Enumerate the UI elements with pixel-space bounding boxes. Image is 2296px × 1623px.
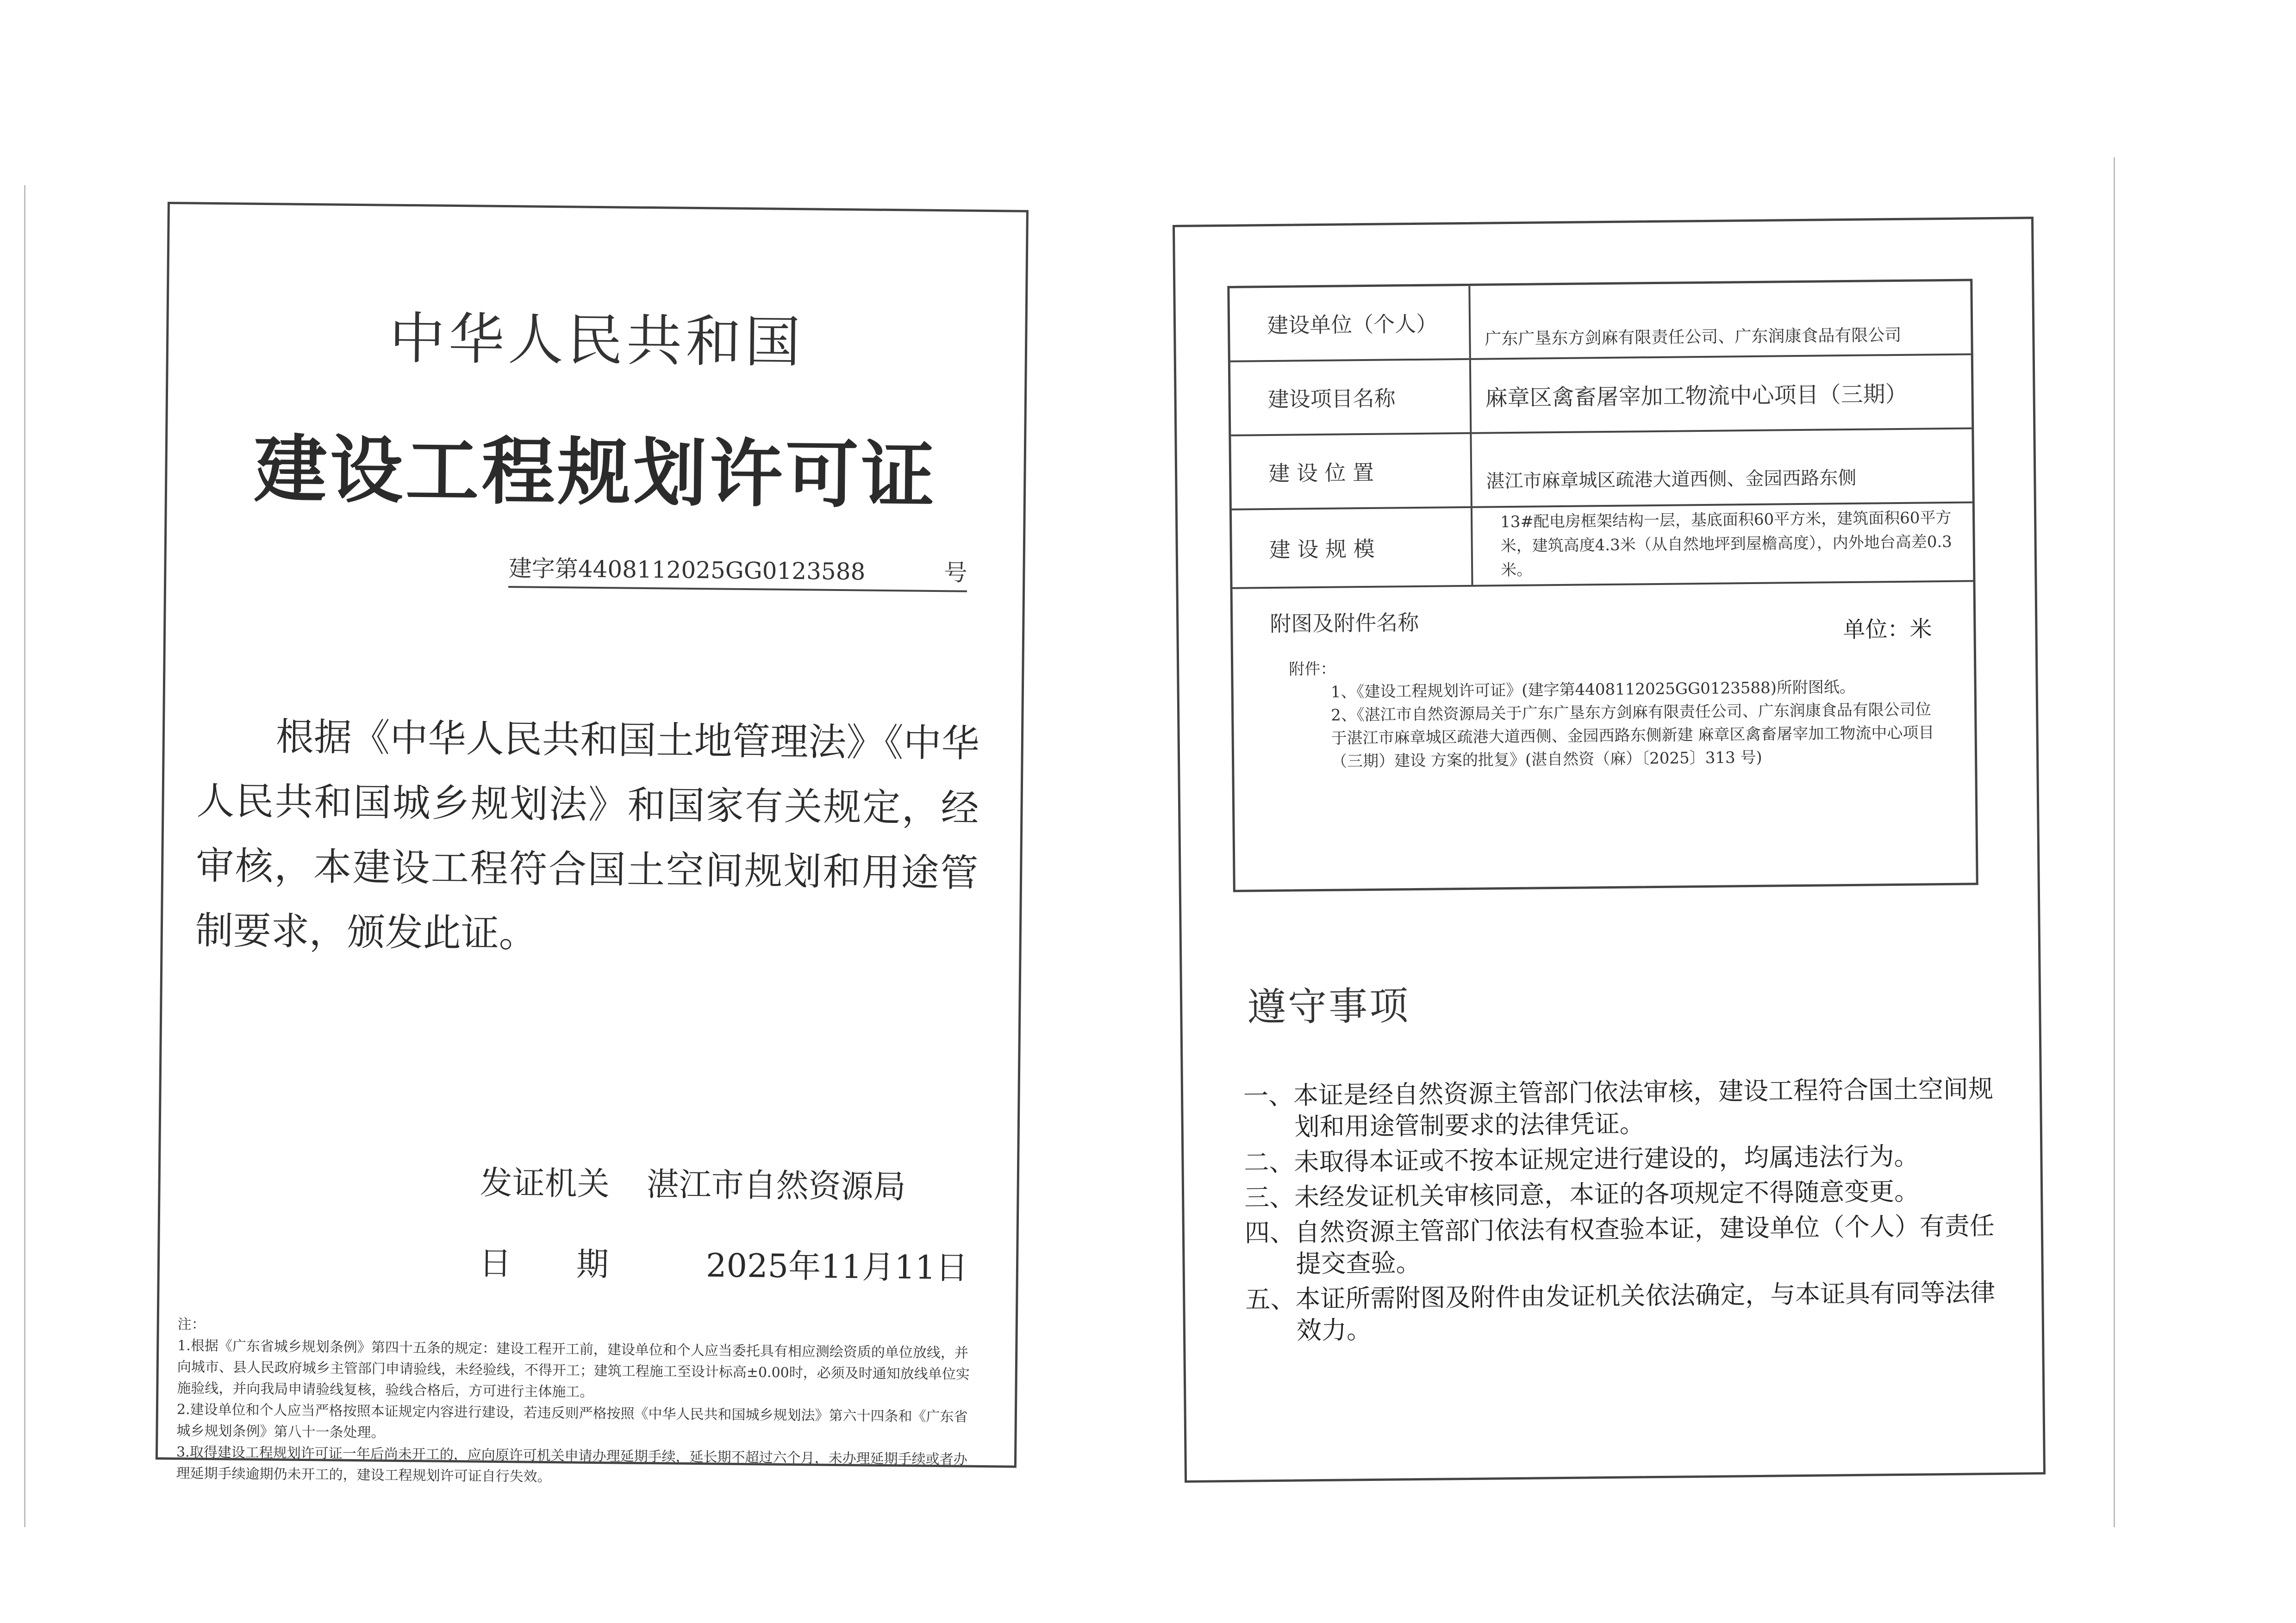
measurement-unit: 单位：米: [1843, 616, 1932, 643]
location-value: 湛江市麻章城区疏港大道西侧、金园西路东侧: [1486, 467, 1857, 492]
construction-unit-value: 广东广垦东方剑麻有限责任公司、广东润康食品有限公司: [1485, 325, 1902, 349]
scan-edge-right: [2114, 157, 2115, 1527]
rule-item: 五、本证所需附图及附件由发证机关依法确定，与本证具有同等法律效力。: [1245, 1278, 1996, 1345]
attachments-list: [1289, 652, 1938, 773]
country-name: 中华人民共和国: [389, 306, 805, 375]
attachment-item: 2、《湛江市自然资源局关于广东广垦东方剑麻有限责任公司、广东润康食品有限公司位于湛江市麻章城区疏港大道西侧、金园西路东侧新建 麻章区禽畜屠宰加工物流中心项目（三期）建设 方案的批复》(湛自然资（麻）〔2025〕313 号): [1330, 700, 1934, 771]
scale-label: 建 设 规 模: [1232, 508, 1473, 587]
certificate-number-body: 5GG0123588: [710, 557, 866, 585]
permit-cover-page: [156, 202, 1029, 1486]
issue-date: [479, 1237, 968, 1289]
scan-edge-left: [24, 185, 25, 1527]
date-label: 日 期: [479, 1244, 609, 1284]
issuer-name: 湛江市自然资源局: [646, 1165, 906, 1206]
project-name-label: 建设项目名称: [1230, 360, 1472, 435]
rules-list: [1243, 1073, 2005, 1351]
issuing-authority: [480, 1157, 906, 1208]
attachment-item: 1、《建设工程规划许可证》(建字第4408112025GG0123588)所附图纸。: [1330, 678, 1856, 702]
note-item: 1.根据《广东省城乡规划条例》第四十五条的规定：建设工程开工前，建设单位和个人应当委托具有相应测绘资质的单位放线，并向城市、县人民政府城乡主管部门申请验线，未经验线，不得开工；建筑工程施工至设计标高±0.00时，必须及时通知放线单位实施验线，并向我局申请验线复核，验线合格后，方可进行主体施工。: [177, 1337, 970, 1400]
table-row-location: [1231, 429, 1972, 510]
rule-item: 四、自然资源主管部门依法有权查验本证，建设单位（个人）有责任提交查验。: [1244, 1211, 1995, 1279]
location-label: 建 设 位 置: [1231, 434, 1472, 509]
date-value: 2025年11月11日: [705, 1246, 968, 1287]
rule-item: 三、未经发证机关审核同意，本证的各项规定不得随意变更。: [1244, 1176, 1920, 1213]
project-name-value: 麻章区禽畜屠宰加工物流中心项目（三期）: [1485, 381, 1908, 411]
attachments-label: 附图及附件名称: [1270, 609, 1419, 637]
certificate-number: [508, 550, 967, 592]
attachments-title: 附件：: [1289, 659, 1336, 679]
note-item: 3.取得建设工程规划许可证一年后尚未开工的，应向原许可机关申请办理延期手续，延长期不超过六个月，未办理延期手续或者办理延期手续逾期仍未开工的，建设工程规划许可证自行失效。: [176, 1444, 967, 1486]
rules-title: 遵守事项: [1247, 983, 1410, 1030]
rule-item: 一、本证是经自然资源主管部门依法审核，建设工程符合国土空间规划和用途管制要求的法律凭证。: [1243, 1074, 1994, 1142]
rule-item: 二、未取得本证或不按本证规定进行建设的，均属违法行为。: [1244, 1141, 1919, 1177]
permit-details-page: [1173, 217, 2046, 1483]
table-row-project-name: [1230, 355, 1972, 436]
legal-basis-paragraph: 根据《中华人民共和国土地管理法》《中华人民共和国城乡规划法》和国家有关规定，经审核，本建设工程符合国土空间规划和用途管制要求，颁发此证。: [195, 715, 980, 956]
project-info-table: [1227, 279, 1978, 892]
scale-value: 13#配电房框架结构一层，基底面积60平方米，建筑面积60平方米，建筑高度4.3米（从自然地坪到屋檐高度），内外地台高差0.3米。: [1500, 508, 1952, 580]
certificate-number-suffix: 号: [944, 559, 967, 586]
certificate-number-prefix: 建字第440811202: [508, 555, 711, 584]
issuer-label: 发证机关: [480, 1163, 610, 1203]
construction-unit-label: 建设单位（个人）: [1229, 286, 1471, 361]
note-item: 2.建设单位和个人应当严格按照本证规定内容进行建设，若违反则严格按照《中华人民共和国城乡规划法》第六十四条和《广东省城乡规划条例》第八十一条处理。: [176, 1401, 968, 1441]
table-row-scale: [1232, 503, 1973, 589]
table-row-construction-unit: [1229, 281, 1971, 362]
notes-section: [176, 1314, 973, 1492]
notes-title: 注：: [177, 1316, 206, 1333]
certificate-title: 建设工程规划许可证: [253, 427, 938, 519]
